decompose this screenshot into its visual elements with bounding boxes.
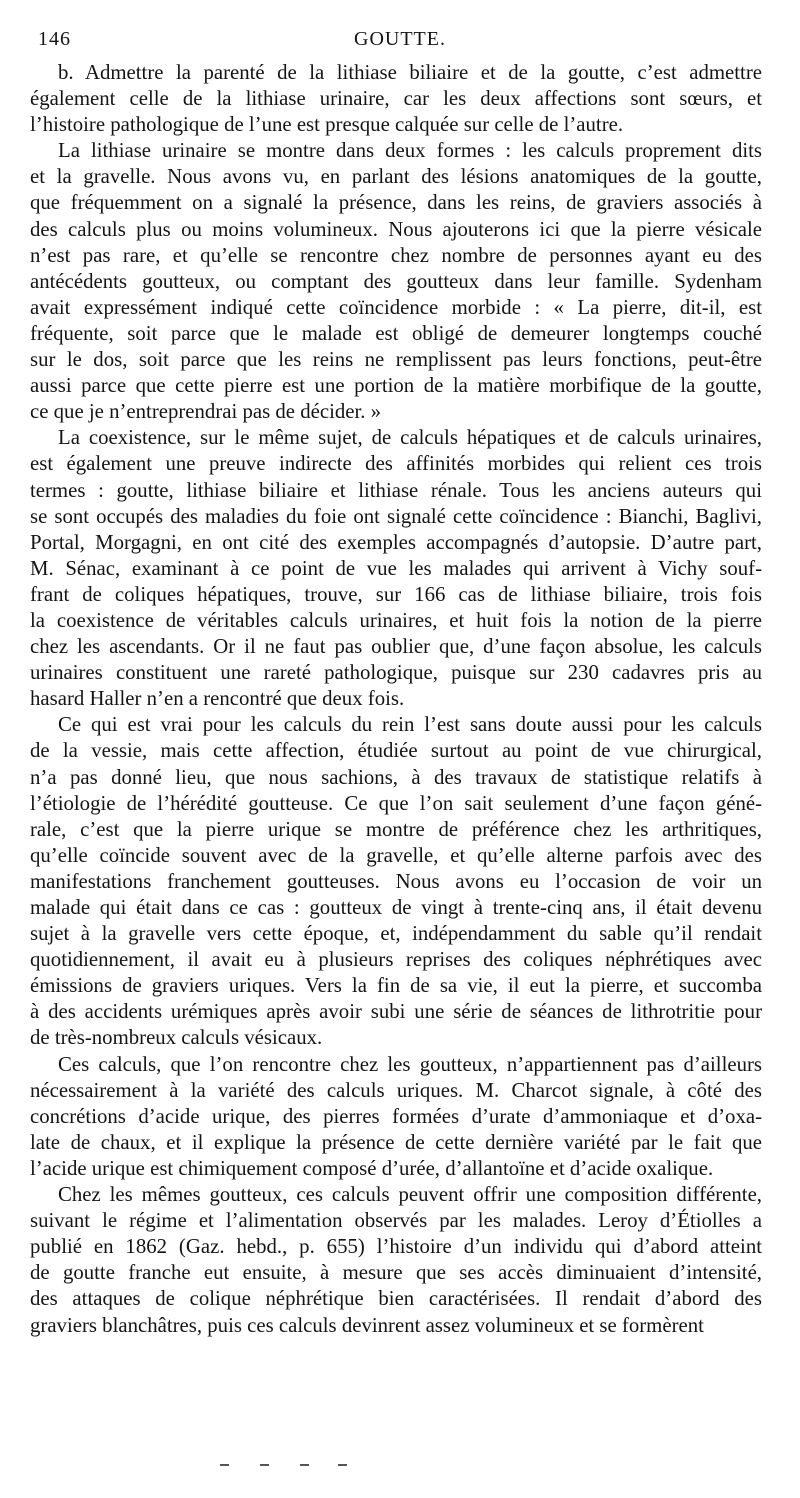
- text-line: sur le dos, soit parce que les reins ne remplissent pas leurs fonctions, peut-être: [30, 348, 762, 372]
- text-line: malade qui était dans ce cas : goutteux de vingt à trente-cinq ans, il était devenu: [30, 896, 762, 919]
- text-line: concrétions d’acide urique, des pierres formées d’urate d’ammoniaque et d’oxa-: [30, 1104, 762, 1128]
- paragraph: [30, 1052, 762, 1182]
- text-line: que fréquemment on a signalé la présence, dans les reins, de graviers associés à: [30, 191, 762, 215]
- paragraph: [30, 425, 762, 712]
- body-text: [30, 60, 762, 1339]
- text-line: de la vessie, mais cette affection, étudiée surtout au point de vue chirurgical,: [30, 739, 762, 763]
- text-line: aussi parce que cette pierre est une portion de la matière morbifique de la goutte,: [30, 374, 762, 398]
- text-line: la coexistence de véritables calculs urinaires, et huit fois la notion de la pierre: [30, 608, 762, 632]
- paragraph: [30, 712, 762, 1051]
- text-line: antécédents goutteux, ou comptant des goutteux dans leur famille. Sydenham: [30, 269, 762, 293]
- text-line: urinaires constituent une rareté pathologique, puisque sur 230 cadavres pris au: [30, 661, 762, 685]
- text-line: graviers blanchâtres, puis ces calculs devinrent assez volumineux et se formèrent: [30, 1313, 704, 1337]
- text-line: sujet à la gravelle vers cette époque, et, indépendamment du sable qu’il rendait: [30, 922, 762, 946]
- text-line: termes : goutte, lithiase biliaire et lithiase rénale. Tous les anciens auteurs qui: [30, 478, 762, 502]
- text-line: à des accidents urémiques après avoir subi une série de séances de lithrotritie pour: [30, 1000, 762, 1024]
- text-line: est également une preuve indirecte des affinités morbides qui relient ces trois: [30, 452, 762, 476]
- text-line: fréquente, soit parce que le malade est obligé de demeurer longtemps couché: [30, 321, 762, 345]
- text-line: Ces calculs, que l’on rencontre chez les goutteux, n’appartiennent pas d’ailleurs: [58, 1052, 762, 1076]
- text-line: de très-nombreux calculs vésicaux.: [30, 1026, 323, 1050]
- text-line: se sont occupés des maladies du foie ont signalé cette coïncidence : Bianchi, Baglivi,: [30, 504, 762, 528]
- text-line: M. Sénac, examinant à ce point de vue les malades qui arrivent à Vichy souf-: [30, 556, 762, 580]
- running-title: GOUTTE.: [354, 28, 446, 50]
- page-number: 146: [38, 28, 71, 50]
- paragraph: [30, 1182, 762, 1339]
- text-line: nécessairement à la variété des calculs uriques. M. Charcot signale, à côté des: [30, 1078, 762, 1102]
- text-line: chez les ascendants. Or il ne faut pas oublier que, d’une façon absolue, les calculs: [30, 635, 762, 659]
- text-line: Portal, Morgagni, en ont cité des exemples accompagnés d’autopsie. D’autre part,: [30, 530, 762, 554]
- text-line: n’a pas donné lieu, que nous sachions, à des travaux de statistique relatifs à: [30, 765, 762, 789]
- text-line: ce que je n’entreprendrai pas de décider. »: [30, 400, 382, 424]
- text-line: de goutte franche eut ensuite, à mesure que ses accès diminuaient d’intensité,: [30, 1261, 762, 1285]
- text-line: frant de coliques hépatiques, trouve, sur 166 cas de lithiase biliaire, trois fois: [30, 582, 762, 606]
- text-line: des attaques de colique néphrétique bien caractérisées. Il rendait d’abord des: [30, 1287, 762, 1311]
- text-line: l’acide urique est chimiquement composé d’urée, d’allantoïne et d’acide oxalique.: [30, 1156, 714, 1180]
- text-line: manifestations franchement goutteuses. Nous avons eu l’occasion de voir un: [30, 869, 762, 893]
- footer-rule: [220, 1460, 360, 1470]
- text-line: l’étiologie de l’hérédité goutteuse. Ce que l’on sait seulement d’une façon géné-: [30, 791, 762, 815]
- text-line: l’histoire pathologique de l’une est presque calquée sur celle de l’autre.: [30, 113, 624, 137]
- paragraph: [30, 60, 762, 138]
- text-line: des calculs plus ou moins volumineux. Nous ajouterons ici que la pierre vésicale: [30, 217, 762, 241]
- page-header: [38, 28, 762, 56]
- paragraph: [30, 138, 762, 425]
- text-line: La lithiase urinaire se montre dans deux formes : les calculs proprement dits: [58, 139, 762, 163]
- text-line: Chez les mêmes goutteux, ces calculs peuvent offrir une composition différente,: [58, 1183, 762, 1207]
- text-line: émissions de graviers uriques. Vers la fin de sa vie, il eut la pierre, et succomba: [30, 974, 762, 998]
- text-line: qu’elle coïncide souvent avec de la gravelle, et qu’elle alterne parfois avec des: [30, 843, 762, 867]
- text-line: et la gravelle. Nous avons vu, en parlant des lésions anatomiques de la goutte,: [30, 165, 762, 189]
- text-line: publié en 1862 (Gaz. hebd., p. 655) l’histoire d’un individu qui d’abord atteint: [30, 1235, 762, 1259]
- text-line: quotidiennement, il avait eu à plusieurs reprises des coliques néphrétiques avec: [30, 948, 762, 972]
- text-line: Ce qui est vrai pour les calculs du rein l’est sans doute aussi pour les calculs: [58, 713, 762, 737]
- text-line: rale, c’est que la pierre urique se montre de préférence chez les arthritiques,: [30, 817, 762, 841]
- text-line: également celle de la lithiase urinaire, car les deux affections sont sœurs, et: [30, 87, 762, 111]
- text-line: suivant le régime et l’alimentation observés par les malades. Leroy d’Étiolles a: [30, 1209, 762, 1233]
- text-line: avait expressément indiqué cette coïncidence morbide : « La pierre, dit-il, est: [30, 295, 762, 319]
- text-line: late de chaux, et il explique la présence de cette dernière variété par le fait que: [30, 1130, 762, 1154]
- text-line: La coexistence, sur le même sujet, de calculs hépatiques et de calculs urinaires,: [58, 426, 762, 450]
- text-line: hasard Haller n’en a rencontré que deux fois.: [30, 687, 405, 711]
- text-line: n’est pas rare, et qu’elle se rencontre chez nombre de personnes ayant eu des: [30, 243, 762, 267]
- text-line: b. Admettre la parenté de la lithiase biliaire et de la goutte, c’est admettre: [58, 61, 762, 84]
